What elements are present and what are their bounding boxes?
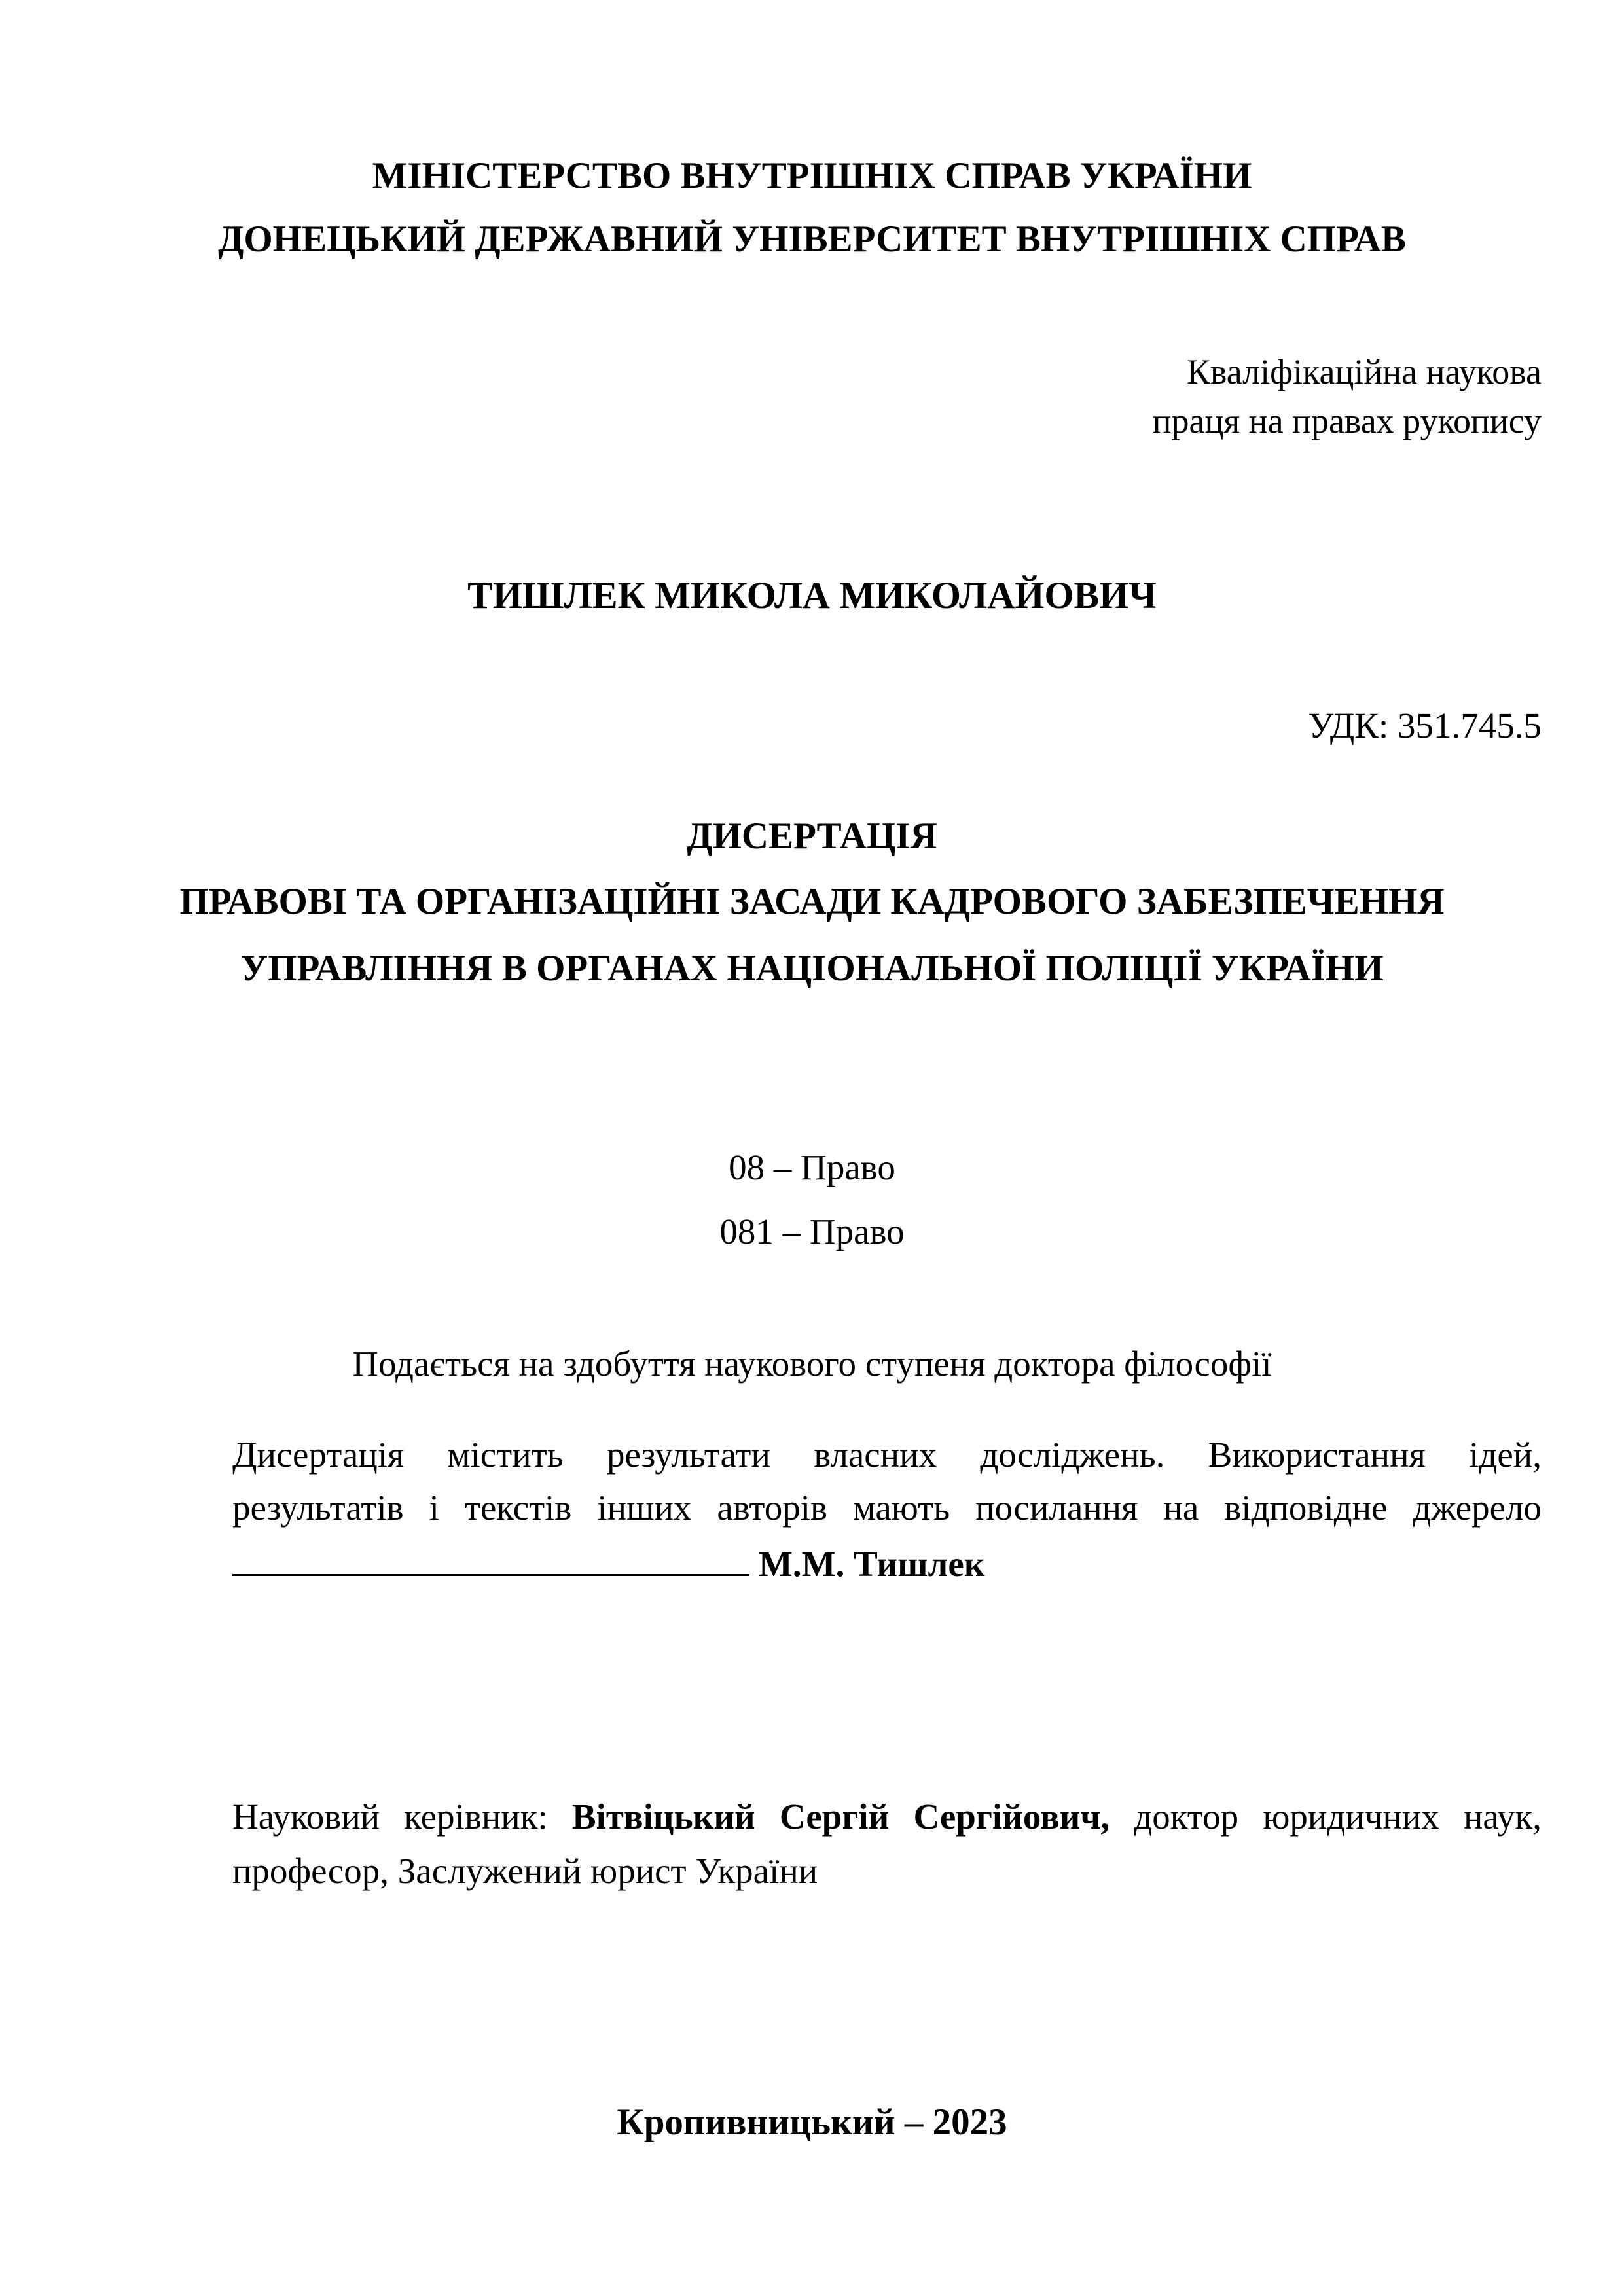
author-name: ТИШЛЕК МИКОЛА МИКОЛАЙОВИЧ: [467, 574, 1157, 617]
specialty-code: 081 – Право: [719, 1211, 905, 1251]
supervisor-name: Вітвіцький Сергій Сергійович,: [571, 1797, 1110, 1837]
supervisor-credentials-1: доктор юридичних наук,: [1134, 1797, 1542, 1837]
dissertation-title-line-1: ПРАВОВІ ТА ОРГАНІЗАЦІЙНІ ЗАСАДИ КАДРОВОГО ЗАБЕЗПЕЧЕННЯ: [179, 881, 1445, 922]
udc-code: УДК: 351.745.5: [1308, 706, 1542, 745]
dissertation-label: ДИСЕРТАЦІЯ: [687, 816, 937, 857]
ministry-heading: МІНІСТЕРСТВО ВНУТРІШНІХ СПРАВ УКРАЇНИ: [372, 155, 1252, 196]
city-year: Кропивницький – 2023: [617, 2102, 1007, 2143]
signature-line: [232, 1540, 749, 1576]
supervisor-label: Науковий керівник:: [232, 1797, 548, 1837]
declaration-line-1: Дисертація містить результати власних досліджень. Використання ідей,: [232, 1435, 1542, 1475]
manuscript-status-line-2: праця на правах рукопису: [1152, 401, 1542, 440]
supervisor-credentials-2: професор, Заслужений юрист України: [232, 1851, 818, 1891]
knowledge-field: 08 – Право: [729, 1147, 895, 1187]
dissertation-title-line-2: УПРАВЛІННЯ В ОРГАНАХ НАЦІОНАЛЬНОЇ ПОЛІЦІЇ УКРАЇНИ: [240, 948, 1384, 989]
signature-row: [232, 1540, 984, 1585]
supervisor-line-1: [232, 1796, 1542, 1837]
degree-statement: Подається на здобуття наукового ступеня доктора філософії: [352, 1344, 1272, 1384]
manuscript-status-line-1: Кваліфікаційна наукова: [1186, 352, 1542, 391]
university-heading: ДОНЕЦЬКИЙ ДЕРЖАВНИЙ УНІВЕРСИТЕТ ВНУТРІШНІХ СПРАВ: [218, 219, 1406, 260]
signature-name: М.М. Тишлек: [759, 1544, 985, 1584]
declaration-line-2: результатів і текстів інших авторів мають посилання на відповідне джерело: [232, 1488, 1542, 1528]
